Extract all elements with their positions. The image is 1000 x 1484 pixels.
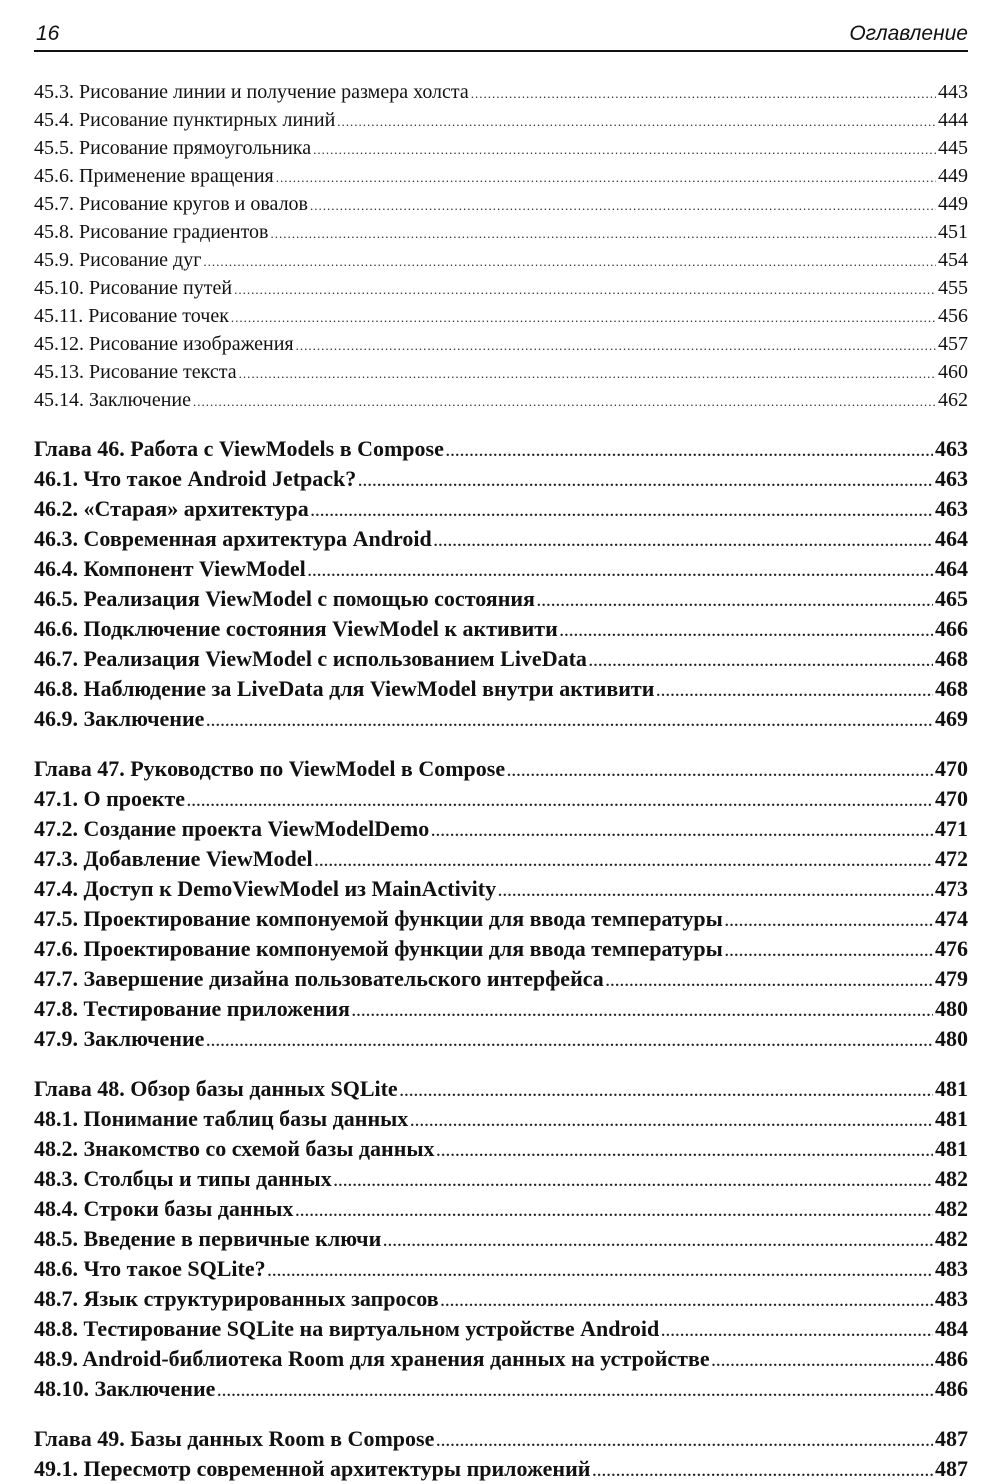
dot-leader — [725, 937, 933, 964]
toc-entry-title: 46.8. Наблюдение за LiveData для ViewModel внутри активити — [34, 676, 655, 701]
dot-leader — [203, 248, 936, 274]
toc-entry[interactable] — [34, 614, 968, 644]
toc-entry-title: 45.8. Рисование градиентов — [34, 221, 269, 243]
dot-leader — [656, 677, 933, 704]
toc-entry-title: 47.8. Тестирование приложения — [34, 996, 350, 1021]
toc-entry-page: 460 — [938, 361, 968, 383]
toc-entry[interactable] — [34, 464, 968, 494]
toc-entry-page: 444 — [938, 109, 968, 131]
dot-leader — [436, 1427, 933, 1454]
toc-entry-page: 482 — [935, 1166, 968, 1191]
dot-leader — [725, 907, 933, 934]
toc-entry-page: 457 — [938, 333, 968, 355]
toc-entry[interactable] — [34, 844, 968, 874]
toc-entry-title: 48.8. Тестирование SQLite на виртуальном устройстве Android — [34, 1316, 660, 1341]
toc-entry[interactable] — [34, 1104, 968, 1134]
toc-entry-title: 48.10. Заключение — [34, 1376, 216, 1401]
toc-entry-page: 455 — [938, 277, 968, 299]
toc-entry-title: 46.3. Современная архитектура Android — [34, 526, 432, 551]
toc-entry-page: 481 — [935, 1136, 968, 1161]
dot-leader — [295, 1197, 933, 1224]
toc-entry[interactable] — [34, 1224, 968, 1254]
toc-entry[interactable] — [34, 134, 968, 162]
toc-entry[interactable] — [34, 784, 968, 814]
toc-entry[interactable] — [34, 904, 968, 934]
toc-entry[interactable] — [34, 494, 968, 524]
toc-entry-page: 481 — [935, 1106, 968, 1131]
table-of-contents — [34, 78, 968, 1484]
toc-entry-page: 483 — [935, 1286, 968, 1311]
dot-leader — [431, 817, 933, 844]
toc-entry-title: 47.6. Проектирование компонуемой функции для ввода температуры — [34, 936, 723, 961]
toc-entry-page: 462 — [938, 389, 968, 411]
toc-entry[interactable] — [34, 106, 968, 134]
chapter-block — [34, 1074, 968, 1404]
toc-entry-title: 49.1. Пересмотр современной архитектуры приложений — [34, 1456, 591, 1481]
dot-leader — [271, 220, 936, 246]
toc-entry-page: 480 — [935, 1026, 968, 1051]
toc-entry-page: 487 — [935, 1426, 968, 1451]
dot-leader — [606, 967, 933, 994]
chapter-heading[interactable] — [34, 754, 968, 784]
toc-entry-title: 45.4. Рисование пунктирных линий — [34, 109, 336, 131]
toc-chapters — [34, 434, 968, 1484]
dot-leader — [310, 192, 936, 218]
dot-leader — [231, 304, 936, 330]
page-number: 16 — [36, 22, 60, 45]
toc-entry[interactable] — [34, 994, 968, 1024]
toc-entry-title: 46.7. Реализация ViewModel с использованием LiveData — [34, 646, 587, 671]
toc-entry-title: 47.1. О проекте — [34, 786, 186, 811]
toc-entry[interactable] — [34, 386, 968, 414]
toc-entry-page: 468 — [935, 676, 968, 701]
toc-entry[interactable] — [34, 1374, 968, 1404]
toc-entry[interactable] — [34, 330, 968, 358]
toc-entry-title: 46.9. Заключение — [34, 706, 205, 731]
dot-leader — [560, 617, 933, 644]
dot-leader — [537, 587, 933, 614]
dot-leader — [410, 1107, 933, 1134]
toc-entry-title: 48.4. Строки базы данных — [34, 1196, 294, 1221]
toc-entry[interactable] — [34, 524, 968, 554]
toc-entry-page: 466 — [935, 616, 968, 641]
toc-entry-page: 469 — [935, 706, 968, 731]
toc-entry-page: 464 — [935, 526, 968, 551]
toc-entry[interactable] — [34, 964, 968, 994]
chapter-heading[interactable] — [34, 434, 968, 464]
toc-entry[interactable] — [34, 814, 968, 844]
dot-leader — [446, 437, 933, 464]
toc-entry-page: 472 — [935, 846, 968, 871]
toc-entry-title: 45.7. Рисование кругов и овалов — [34, 193, 309, 215]
toc-entry-page: 479 — [935, 966, 968, 991]
toc-entry-page: 470 — [935, 786, 968, 811]
toc-entry[interactable] — [34, 190, 968, 218]
dot-leader — [383, 1227, 933, 1254]
toc-entry-page: 463 — [935, 466, 968, 491]
toc-entry-page: 483 — [935, 1256, 968, 1281]
toc-entry[interactable] — [34, 1254, 968, 1284]
toc-entry-title: 48.2. Знакомство со схемой базы данных — [34, 1136, 435, 1161]
toc-entry-page: 463 — [935, 496, 968, 521]
dot-leader — [193, 388, 936, 414]
toc-entry[interactable] — [34, 1314, 968, 1344]
toc-entry-page: 484 — [935, 1316, 968, 1341]
toc-entry[interactable] — [34, 1284, 968, 1314]
running-head-title: Оглавление — [849, 22, 968, 45]
toc-entry-title: 47.4. Доступ к DemoViewModel из MainActivity — [34, 876, 497, 901]
toc-entry-title: 48.1. Понимание таблиц базы данных — [34, 1106, 409, 1131]
dot-leader — [308, 557, 933, 584]
dot-leader — [206, 1027, 933, 1054]
dot-leader — [206, 707, 933, 734]
toc-entry-page: 465 — [935, 586, 968, 611]
toc-entry[interactable] — [34, 1024, 968, 1054]
toc-entry[interactable] — [34, 1194, 968, 1224]
dot-leader — [337, 108, 936, 134]
dot-leader — [471, 80, 936, 106]
toc-entry-title: 45.12. Рисование изображения — [34, 333, 294, 355]
toc-entry[interactable] — [34, 1344, 968, 1374]
dot-leader — [434, 527, 933, 554]
toc-entry[interactable] — [34, 934, 968, 964]
dot-leader — [296, 332, 936, 358]
toc-entry-title: 48.7. Язык структурированных запросов — [34, 1286, 439, 1311]
toc-entry[interactable] — [34, 554, 968, 584]
toc-entry-title: 48.3. Столбцы и типы данных — [34, 1166, 332, 1191]
toc-entry[interactable] — [34, 644, 968, 674]
toc-entry-page: 482 — [935, 1196, 968, 1221]
dot-leader — [589, 647, 933, 674]
toc-entry-page: 482 — [935, 1226, 968, 1251]
toc-entry-page: 486 — [935, 1346, 968, 1371]
toc-entry-page: 487 — [935, 1456, 968, 1481]
toc-entry-title: 47.3. Добавление ViewModel — [34, 846, 313, 871]
toc-entry-title: 46.5. Реализация ViewModel с помощью состояния — [34, 586, 535, 611]
dot-leader — [276, 164, 936, 190]
toc-entry-title: 47.5. Проектирование компонуемой функции для ввода температуры — [34, 906, 723, 931]
toc-lead-entries — [34, 78, 968, 414]
dot-leader — [234, 276, 936, 302]
toc-entry-title: 47.2. Создание проекта ViewModelDemo — [34, 816, 430, 841]
dot-leader — [187, 787, 933, 814]
toc-entry-title: 48.5. Введение в первичные ключи — [34, 1226, 382, 1251]
toc-entry-title: 47.9. Заключение — [34, 1026, 205, 1051]
dot-leader — [498, 877, 933, 904]
toc-entry-title: 45.3. Рисование линии и получение размера холста — [34, 81, 469, 103]
toc-entry[interactable] — [34, 358, 968, 386]
toc-entry[interactable] — [34, 162, 968, 190]
toc-entry-title: 45.13. Рисование текста — [34, 361, 237, 383]
toc-entry-page: 445 — [938, 137, 968, 159]
toc-entry[interactable] — [34, 1134, 968, 1164]
toc-entry[interactable] — [34, 704, 968, 734]
dot-leader — [507, 757, 933, 784]
chapter-heading[interactable] — [34, 1074, 968, 1104]
dot-leader — [313, 136, 936, 162]
toc-entry-page: 456 — [938, 305, 968, 327]
dot-leader — [441, 1287, 933, 1314]
toc-entry-title: 48.9. Android-библиотека Room для хранения данных на устройстве — [34, 1346, 710, 1371]
dot-leader — [311, 497, 933, 524]
toc-entry[interactable] — [34, 874, 968, 904]
toc-entry-page: 476 — [935, 936, 968, 961]
dot-leader — [334, 1167, 933, 1194]
toc-entry-page: 470 — [935, 756, 968, 781]
chapter-heading[interactable] — [34, 1424, 968, 1454]
toc-entry[interactable] — [34, 302, 968, 330]
chapter-block — [34, 1424, 968, 1484]
toc-entry[interactable] — [34, 78, 968, 106]
toc-entry[interactable] — [34, 584, 968, 614]
dot-leader — [268, 1257, 933, 1284]
chapter-block — [34, 434, 968, 734]
toc-entry[interactable] — [34, 218, 968, 246]
toc-entry-title: 46.1. Что такое Android Jetpack? — [34, 466, 357, 491]
dot-leader — [592, 1457, 933, 1484]
toc-entry-page: 451 — [938, 221, 968, 243]
dot-leader — [358, 467, 933, 494]
toc-entry[interactable] — [34, 274, 968, 302]
toc-entry-page: 443 — [938, 81, 968, 103]
toc-entry-page: 464 — [935, 556, 968, 581]
running-head — [34, 20, 968, 52]
toc-entry[interactable] — [34, 1164, 968, 1194]
toc-entry-page: 449 — [938, 165, 968, 187]
dot-leader — [661, 1317, 933, 1344]
dot-leader — [712, 1347, 933, 1374]
toc-entry-title: 45.11. Рисование точек — [34, 305, 229, 327]
toc-entry-page: 471 — [935, 816, 968, 841]
toc-entry[interactable] — [34, 1454, 968, 1484]
dot-leader — [217, 1377, 933, 1404]
dot-leader — [315, 847, 933, 874]
toc-entry-title: 46.2. «Старая» архитектура — [34, 496, 309, 521]
toc-entry-title: 45.14. Заключение — [34, 389, 191, 411]
toc-entry-page: 463 — [935, 436, 968, 461]
dot-leader — [437, 1137, 933, 1164]
toc-entry-page: 474 — [935, 906, 968, 931]
toc-entry-title: 45.6. Применение вращения — [34, 165, 274, 187]
dot-leader — [352, 997, 933, 1024]
toc-entry-page: 454 — [938, 249, 968, 271]
toc-entry-title: 45.5. Рисование прямоугольника — [34, 137, 312, 159]
toc-entry[interactable] — [34, 674, 968, 704]
toc-entry-title: 48.6. Что такое SQLite? — [34, 1256, 266, 1281]
toc-entry-page: 480 — [935, 996, 968, 1021]
toc-entry-page: 481 — [935, 1076, 968, 1101]
toc-entry-title: 45.10. Рисование путей — [34, 277, 233, 299]
toc-entry-title: 45.9. Рисование дуг — [34, 249, 202, 271]
toc-entry-title: Глава 48. Обзор базы данных SQLite — [34, 1076, 398, 1101]
toc-entry-title: Глава 47. Руководство по ViewModel в Compose — [34, 756, 506, 781]
toc-entry-title: 46.4. Компонент ViewModel — [34, 556, 306, 581]
toc-entry-page: 449 — [938, 193, 968, 215]
toc-entry-title: 47.7. Завершение дизайна пользовательского интерфейса — [34, 966, 604, 991]
dot-leader — [400, 1077, 933, 1104]
toc-entry-title: Глава 46. Работа с ViewModels в Compose — [34, 436, 444, 461]
toc-entry[interactable] — [34, 246, 968, 274]
toc-entry-page: 468 — [935, 646, 968, 671]
toc-entry-page: 486 — [935, 1376, 968, 1401]
dot-leader — [239, 360, 936, 386]
toc-entry-title: Глава 49. Базы данных Room в Compose — [34, 1426, 435, 1451]
toc-entry-page: 473 — [935, 876, 968, 901]
chapter-block — [34, 754, 968, 1054]
toc-entry-title: 46.6. Подключение состояния ViewModel к активити — [34, 616, 558, 641]
